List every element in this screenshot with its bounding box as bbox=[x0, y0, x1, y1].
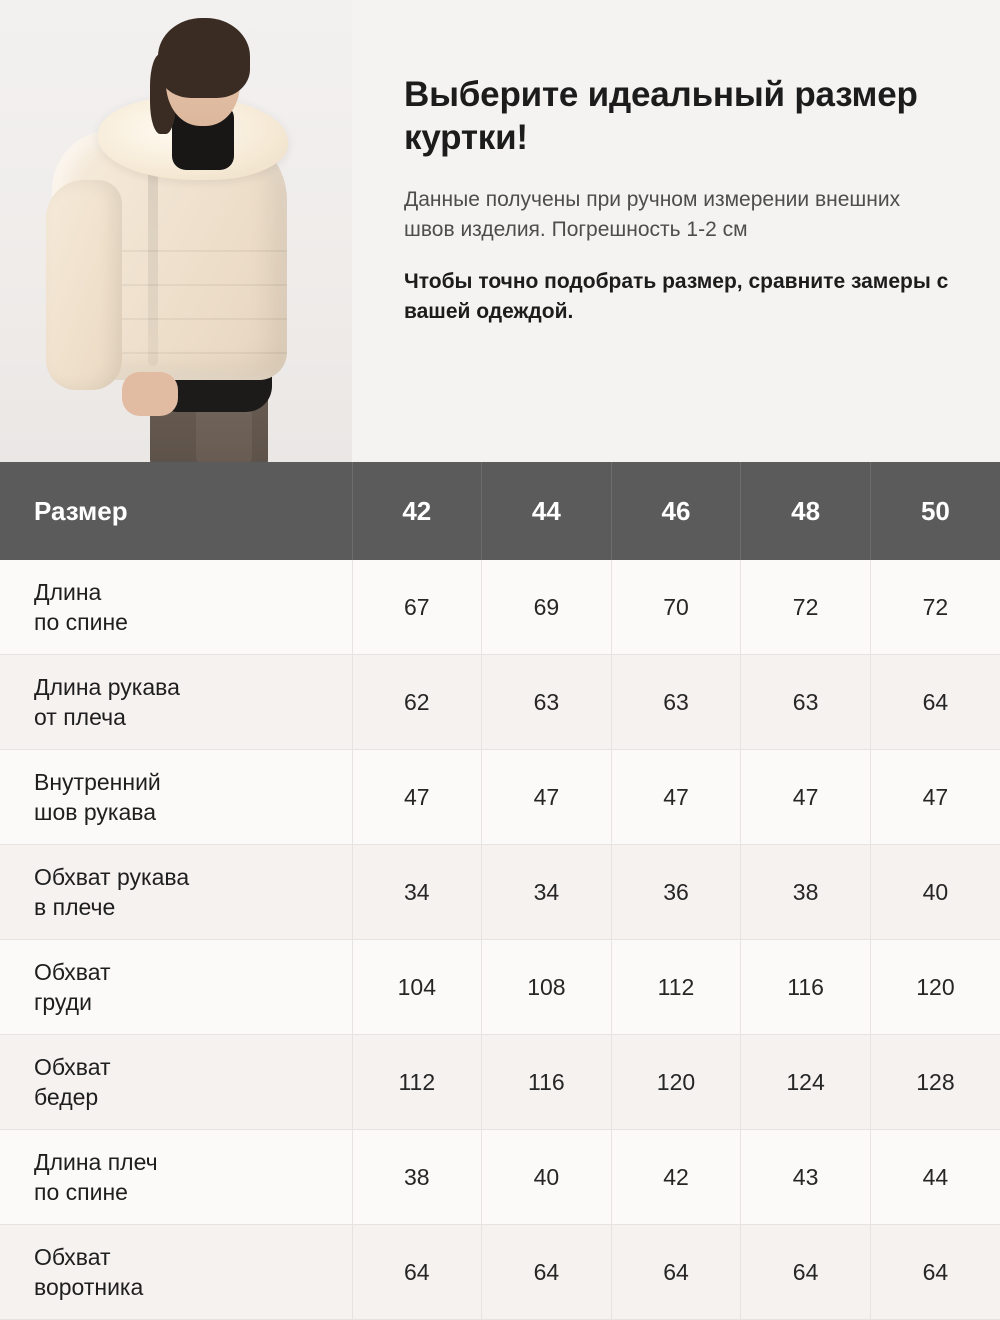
cell-value: 104 bbox=[352, 940, 482, 1035]
cell-value: 63 bbox=[482, 655, 612, 750]
page-title: Выберите идеальный размер куртки! bbox=[404, 75, 918, 157]
table-row bbox=[0, 560, 1000, 655]
cell-value: 47 bbox=[482, 750, 612, 845]
cell-value: 36 bbox=[611, 845, 741, 940]
size-table-wrapper bbox=[0, 462, 1000, 1320]
row-label-line-1: Внутренний bbox=[34, 768, 161, 795]
cell-value: 72 bbox=[870, 560, 1000, 655]
row-label-collar-girth bbox=[0, 1225, 352, 1320]
cell-value: 63 bbox=[611, 655, 741, 750]
row-label-line-2: груди bbox=[34, 989, 92, 1015]
row-label-line-1: Длина рукава bbox=[34, 673, 180, 700]
table-row bbox=[0, 655, 1000, 750]
header-section bbox=[0, 0, 1000, 462]
row-label-line-2: воротника bbox=[34, 1274, 144, 1300]
row-label-back-length bbox=[0, 560, 352, 655]
cell-value: 128 bbox=[870, 1035, 1000, 1130]
table-header bbox=[0, 462, 1000, 560]
row-label-shoulder-width bbox=[0, 1130, 352, 1225]
cell-value: 64 bbox=[870, 1225, 1000, 1320]
product-photo bbox=[0, 0, 352, 462]
row-label-sleeve-girth bbox=[0, 845, 352, 940]
table-row bbox=[0, 845, 1000, 940]
row-label-line-1: Обхват рукава bbox=[34, 863, 190, 890]
cell-value: 40 bbox=[482, 1130, 612, 1225]
cell-value: 44 bbox=[870, 1130, 1000, 1225]
row-label-line-2: от плеча bbox=[34, 704, 126, 730]
intro-text-block bbox=[352, 0, 1000, 462]
cell-value: 42 bbox=[611, 1130, 741, 1225]
row-label-line-1: Длина плеч bbox=[34, 1148, 158, 1175]
model-hand bbox=[122, 372, 178, 416]
row-label-line-2: по спине bbox=[34, 1179, 128, 1205]
model-hair bbox=[158, 18, 250, 98]
cell-value: 64 bbox=[482, 1225, 612, 1320]
table-row bbox=[0, 1130, 1000, 1225]
table-row bbox=[0, 1035, 1000, 1130]
row-label-line-2: в плече bbox=[34, 894, 116, 920]
column-header-size-42: 42 bbox=[352, 462, 482, 560]
cell-value: 63 bbox=[741, 655, 871, 750]
cell-value: 43 bbox=[741, 1130, 871, 1225]
row-label-line-1: Длина bbox=[34, 578, 102, 605]
cell-value: 47 bbox=[741, 750, 871, 845]
row-label-line-2: по спине bbox=[34, 609, 128, 635]
cell-value: 38 bbox=[352, 1130, 482, 1225]
cell-value: 124 bbox=[741, 1035, 871, 1130]
row-label-chest-girth bbox=[0, 940, 352, 1035]
cell-value: 116 bbox=[482, 1035, 612, 1130]
cell-value: 62 bbox=[352, 655, 482, 750]
cell-value: 40 bbox=[870, 845, 1000, 940]
cell-value: 47 bbox=[352, 750, 482, 845]
column-header-size-48: 48 bbox=[741, 462, 871, 560]
fit-advice-note: Чтобы точно подобрать размер, сравните замеры с вашей одеждой. bbox=[404, 270, 949, 323]
cell-value: 67 bbox=[352, 560, 482, 655]
cell-value: 34 bbox=[482, 845, 612, 940]
cell-value: 47 bbox=[611, 750, 741, 845]
cell-value: 116 bbox=[741, 940, 871, 1035]
cell-value: 47 bbox=[870, 750, 1000, 845]
column-header-size-46: 46 bbox=[611, 462, 741, 560]
row-label-line-1: Обхват bbox=[34, 958, 111, 985]
cell-value: 72 bbox=[741, 560, 871, 655]
cell-value: 64 bbox=[611, 1225, 741, 1320]
row-label-hip-girth bbox=[0, 1035, 352, 1130]
cell-value: 64 bbox=[352, 1225, 482, 1320]
row-label-line-2: шов рукава bbox=[34, 799, 156, 825]
cell-value: 64 bbox=[870, 655, 1000, 750]
row-label-line-1: Обхват bbox=[34, 1243, 111, 1270]
size-table bbox=[0, 462, 1000, 1320]
column-header-size-44: 44 bbox=[482, 462, 612, 560]
row-label-sleeve-length bbox=[0, 655, 352, 750]
cell-value: 70 bbox=[611, 560, 741, 655]
table-body bbox=[0, 560, 1000, 1320]
column-header-size-50: 50 bbox=[870, 462, 1000, 560]
cell-value: 34 bbox=[352, 845, 482, 940]
table-row bbox=[0, 940, 1000, 1035]
jacket-sleeve bbox=[46, 180, 122, 390]
measurement-disclaimer: Данные получены при ручном измерении внешних швов изделия. Погрешность 1-2 см bbox=[404, 188, 901, 242]
cell-value: 38 bbox=[741, 845, 871, 940]
cell-value: 69 bbox=[482, 560, 612, 655]
cell-value: 120 bbox=[611, 1035, 741, 1130]
table-header-row bbox=[0, 462, 1000, 560]
column-header-label: Размер bbox=[0, 462, 352, 560]
cell-value: 112 bbox=[352, 1035, 482, 1130]
row-label-inner-sleeve-seam bbox=[0, 750, 352, 845]
cell-value: 112 bbox=[611, 940, 741, 1035]
row-label-line-1: Обхват bbox=[34, 1053, 111, 1080]
row-label-line-2: бедер bbox=[34, 1084, 99, 1110]
cell-value: 120 bbox=[870, 940, 1000, 1035]
table-row bbox=[0, 750, 1000, 845]
table-row bbox=[0, 1225, 1000, 1320]
cell-value: 108 bbox=[482, 940, 612, 1035]
cell-value: 64 bbox=[741, 1225, 871, 1320]
